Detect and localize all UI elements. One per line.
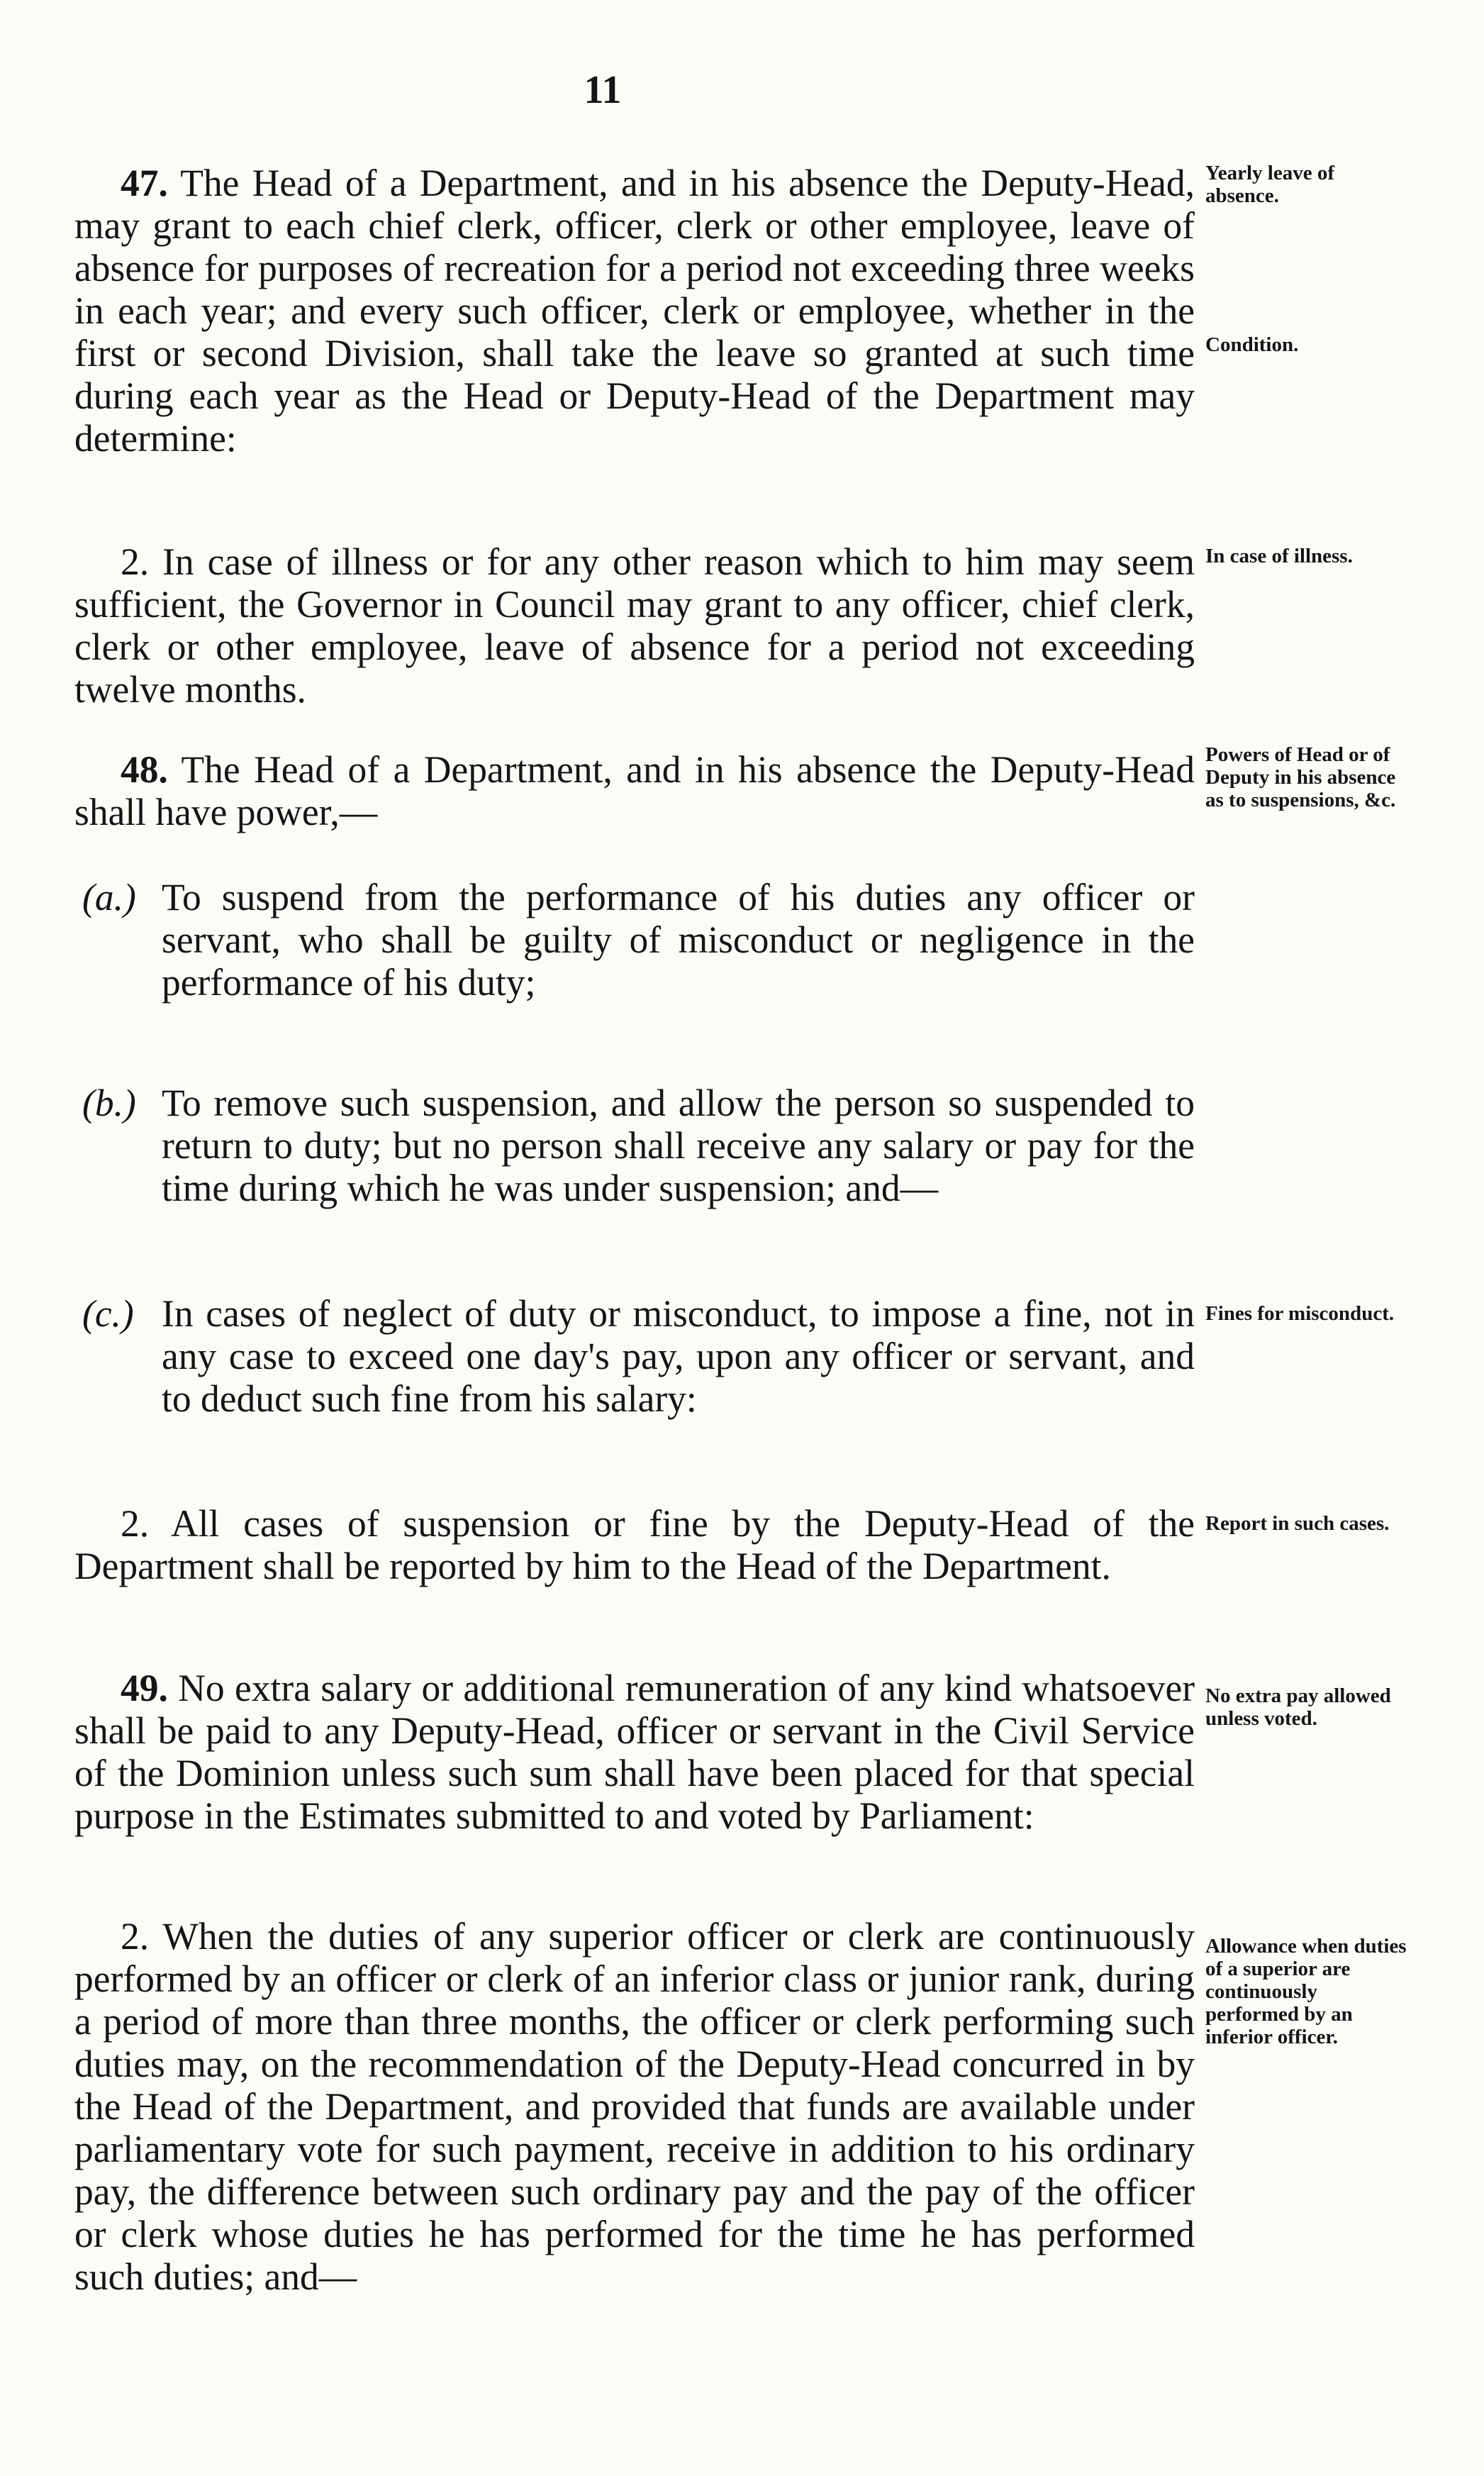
section-48-subsection-2: 2. All cases of suspension or fine by the Deputy-Head of the Department shall be reported by him to the Head of the Department.: [74, 1502, 1195, 1587]
clause-a-label: (a.): [82, 876, 136, 918]
section-47-paragraph: [74, 162, 1195, 460]
section-48-clause-b: [82, 1082, 1195, 1209]
section-48-paragraph: [74, 748, 1195, 833]
margin-note-illness: In case of illness.: [1205, 545, 1353, 567]
margin-note-report: Report in such cases.: [1205, 1512, 1390, 1535]
section-49-text: No extra salary or additional remuneration of any kind whatsoever shall be paid to any Deputy-Head, officer or servant in the Civil Service of the Dominion unless such sum shall have been placed for that special purpose in the Estimates submitted to and voted by Parliament:: [74, 1667, 1195, 1837]
margin-note-fines: Fines for misconduct.: [1205, 1302, 1395, 1325]
section-47-text: The Head of a Department, and in his absence the Deputy-Head, may grant to each chief clerk, officer, clerk or other employee, leave of absence for purposes of recreation for a period not exceeding three weeks in each year; and every such officer, clerk or employee, whether in the first or second Division, shall take the leave so granted at such time during each year as the Head or Deputy-Head of the Department may determine:: [74, 162, 1195, 460]
section-48-clause-a: [82, 876, 1195, 1004]
section-47-subsection-2: 2. In case of illness or for any other reason which to him may seem sufficient, the Governor in Council may grant to any officer, chief clerk, clerk or other employee, leave of absence for a period not exceeding twelve months.: [74, 540, 1195, 711]
section-48-clause-c: [82, 1292, 1195, 1420]
margin-note-powers: Powers of Head or of Deputy in his absence as to suspensions, &c.: [1205, 743, 1396, 811]
clause-c-text: In cases of neglect of duty or misconduct, to impose a fine, not in any case to exceed one day's pay, upon any officer or servant, and to deduct such fine from his salary:: [162, 1292, 1195, 1420]
section-49-subsection-2: 2. When the duties of any superior officer or clerk are continuously performed by an officer or clerk of an inferior class or junior rank, during a period of more than three months, the officer or clerk performing such duties may, on the recommendation of the Deputy-Head concurred in by the Head of the Department, and provided that funds are available under parliamentary vote for such payment, receive in addition to his ordinary pay, the difference between such ordinary pay and the pay of the officer or clerk whose duties he has performed for the time he has performed such duties; and—: [74, 1915, 1195, 2298]
clause-b-text: To remove such suspension, and allow the person so suspended to return to duty; but no person shall receive any salary or pay for the time during which he was under suspension; and—: [162, 1082, 1195, 1209]
section-47-number: 47.: [121, 162, 168, 204]
margin-note-no-extra-pay: No extra pay allowed unless voted.: [1205, 1684, 1391, 1730]
section-49-number: 49.: [121, 1667, 168, 1709]
margin-note-yearly-leave: Yearly leave of absence.: [1205, 162, 1334, 207]
clause-c-label: (c.): [82, 1292, 134, 1335]
clause-a-text: To suspend from the performance of his duties any officer or servant, who shall be guilty of misconduct or negligence in the performance of his duty;: [162, 876, 1195, 1004]
page-number: 11: [584, 68, 622, 112]
section-48-number: 48.: [121, 748, 168, 791]
section-49-paragraph: [74, 1667, 1195, 1837]
margin-note-condition: Condition.: [1205, 333, 1299, 356]
clause-b-label: (b.): [82, 1082, 136, 1124]
margin-note-allowance: Allowance when duties of a superior are continuously performed by an inferior officer.: [1205, 1935, 1407, 2048]
section-48-text: The Head of a Department, and in his absence the Deputy-Head shall have power,—: [74, 748, 1195, 833]
